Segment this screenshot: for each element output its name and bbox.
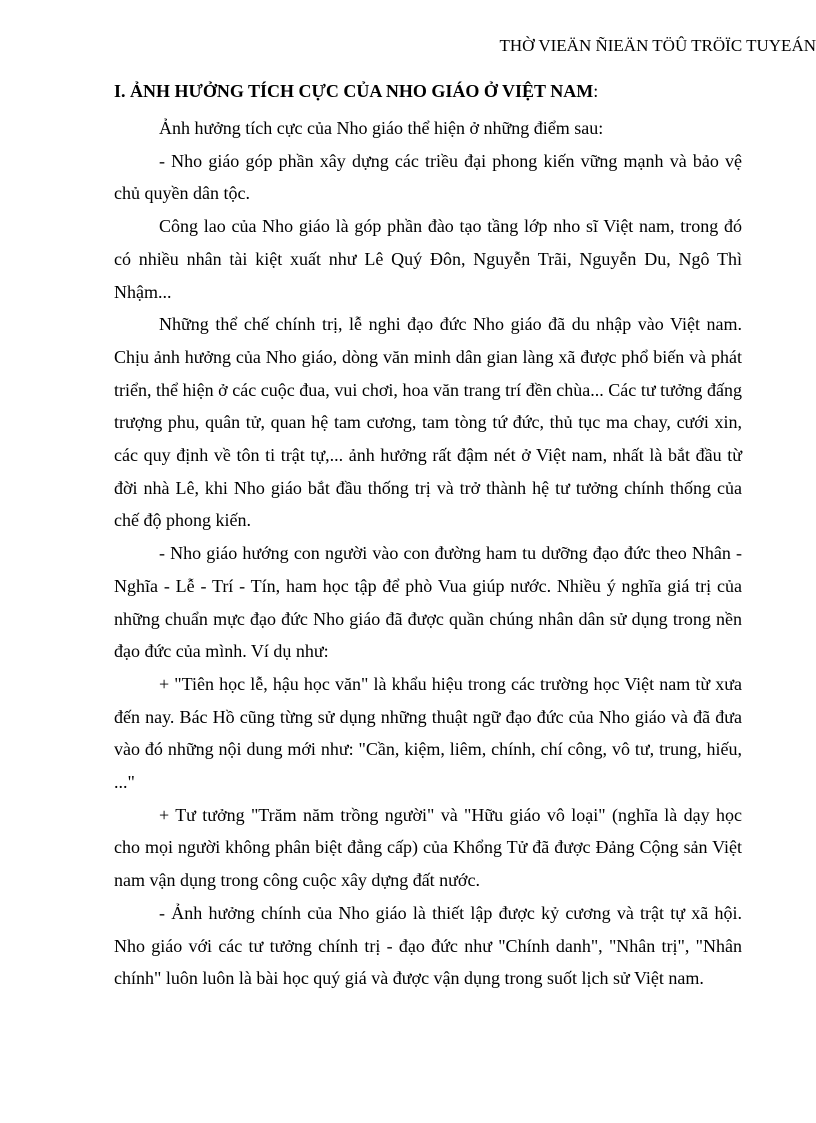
paragraph-morality: - Nho giáo hướng con người vào con đường ham tu dưỡng đạo đức theo Nhân - Nghĩa - Lễ - Trí - Tín, ham học tập để phò Vua giúp nước. Nhiều ý nghĩa giá trị của những chuẩn mực đạo đức Nho giáo đã được quần chúng nhân dân sử dụng trong nền đạo đức của mình. Ví dụ như: bbox=[114, 543, 742, 662]
paragraph-example-education: + "Tiên học lễ, hậu học văn" là khẩu hiệu trong các trường học Việt nam từ xưa đến nay. Bác Hồ cũng từng sử dụng những thuật ngữ đạo đức của Nho giáo và đã đưa vào đó những nội dung mới như: "Cần, kiệm, liêm, chính, chí công, vô tư, trung, hiếu, ..." bbox=[114, 673, 742, 793]
section-heading-text: I. ẢNH HƯỞNG TÍCH CỰC CỦA NHO GIÁO Ở VIỆT NAM bbox=[114, 81, 594, 101]
paragraph-social-order: - Ảnh hưởng chính của Nho giáo là thiết lập được kỷ cương và trật tự xã hội. Nho giáo với các tư tưởng chính trị - đạo đức như "Chính danh", "Nhân trị", "Nhân chính" luôn luôn là bài học quý giá và được vận dụng trong suốt lịch sử Việt nam. bbox=[114, 902, 742, 989]
paragraph-dynasties: - Nho giáo góp phần xây dựng các triều đại phong kiến vững mạnh và bảo vệ chủ quyền dân tộc. bbox=[114, 150, 742, 204]
page-content bbox=[114, 76, 742, 995]
paragraph-intro: Ảnh hưởng tích cực của Nho giáo thể hiện ở những điểm sau: bbox=[159, 118, 604, 138]
section-heading bbox=[114, 76, 742, 106]
section-heading-colon: : bbox=[593, 81, 599, 101]
paragraph-scholars: Công lao của Nho giáo là góp phần đào tạo tầng lớp nho sĩ Việt nam, trong đó có nhiều nhân tài kiệt xuất như Lê Quý Đôn, Nguyễn Trãi, Nguyễn Du, Ngô Thì Nhậm... bbox=[114, 216, 742, 302]
running-header: THỜ VIEÄN ÑIEÄN TÖÛ TRÖÏC TUYEÁN bbox=[499, 36, 816, 55]
paragraph-institutions: Những thể chế chính trị, lễ nghi đạo đức Nho giáo đã du nhập vào Việt nam. Chịu ảnh hưởng của Nho giáo, dòng văn minh dân gian làng xã được phổ biến và phát triển, thể hiện ở các cuộc đua, vui chơi, hoa văn trang trí đền chùa... Các tư tưởng đấng trượng phu, quân tử, quan hệ tam cương, tam tòng tứ đức, thủ tục ma chay, cưới xin, các quy định về tôn ti trật tự,... ảnh hưởng rất đậm nét ở Việt nam, nhất là bắt đầu từ đời nhà Lê, khi Nho giáo bắt đầu thống trị và trở thành hệ tư tưởng chính thống của chế độ phong kiến. bbox=[114, 314, 742, 531]
paragraph-example-confucius: + Tư tưởng "Trăm năm trồng người" và "Hữu giáo vô loại" (nghĩa là dạy học cho mọi người không phân biệt đẳng cấp) của Khổng Tử đã được Đảng Cộng sản Việt nam vận dụng trong công cuộc xây dựng đất nước. bbox=[114, 804, 742, 891]
